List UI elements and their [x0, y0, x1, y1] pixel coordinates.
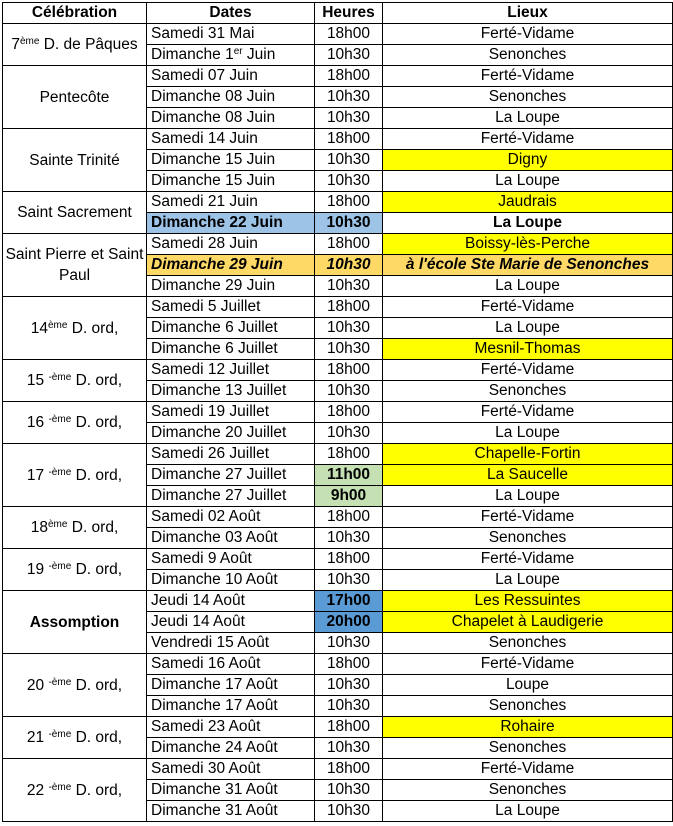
place-cell: La Loupe	[383, 108, 673, 129]
header-dates: Dates	[147, 3, 315, 24]
time-cell: 10h30	[315, 780, 383, 801]
time-cell: 18h00	[315, 24, 383, 45]
time-cell: 18h00	[315, 759, 383, 780]
table-row	[3, 402, 673, 423]
time-cell: 10h30	[315, 696, 383, 717]
date-cell: Dimanche 27 Juillet	[147, 486, 315, 507]
time-cell: 10h30	[315, 150, 383, 171]
table-row	[3, 654, 673, 675]
table-row	[3, 66, 673, 87]
place-cell: Senonches	[383, 381, 673, 402]
place-cell-highlighted: Les Ressuintes	[383, 591, 673, 612]
date-cell-highlighted: Dimanche 29 Juin	[147, 255, 315, 276]
celebration-cell: 19 $^{-ème}$ D. ord,	[3, 549, 147, 591]
table-row	[3, 759, 673, 780]
place-cell-highlighted: Digny	[383, 150, 673, 171]
date-cell: Dimanche 13 Juillet	[147, 381, 315, 402]
place-cell-highlighted: Chapelle-Fortin	[383, 444, 673, 465]
place-cell: Ferté-Vidame	[383, 654, 673, 675]
place-cell: Ferté-Vidame	[383, 297, 673, 318]
place-cell: La Loupe	[383, 570, 673, 591]
date-cell: Dimanche 10 Août	[147, 570, 315, 591]
date-cell: Samedi 5 Juillet	[147, 297, 315, 318]
place-cell: La Loupe	[383, 213, 673, 234]
table-row	[3, 24, 673, 45]
celebration-cell: Saint Pierre et Saint Paul	[3, 234, 147, 297]
place-cell: Senonches	[383, 528, 673, 549]
date-cell: Dimanche 20 Juillet	[147, 423, 315, 444]
celebration-cell: 17 $^{-ème}$ D. ord,	[3, 444, 147, 507]
date-cell: Dimanche 24 Août	[147, 738, 315, 759]
place-cell-highlighted: Rohaire	[383, 717, 673, 738]
table-row	[3, 717, 673, 738]
celebration-cell: 22 $^{-ème}$ D. ord,	[3, 759, 147, 822]
time-cell: 10h30	[315, 675, 383, 696]
place-cell: Senonches	[383, 696, 673, 717]
place-cell: Ferté-Vidame	[383, 507, 673, 528]
table-row	[3, 360, 673, 381]
time-cell-highlighted: 20h00	[315, 612, 383, 633]
time-cell-highlighted: 11h00	[315, 465, 383, 486]
date-cell: Jeudi 14 Août	[147, 591, 315, 612]
time-cell: 10h30	[315, 276, 383, 297]
place-cell: Ferté-Vidame	[383, 549, 673, 570]
date-cell: Dimanche 1er Juin	[147, 45, 315, 66]
time-cell: 10h30	[315, 87, 383, 108]
time-cell-highlighted: 10h30	[315, 213, 383, 234]
date-cell: Samedi 19 Juillet	[147, 402, 315, 423]
place-cell: Senonches	[383, 87, 673, 108]
celebration-cell: Sainte Trinité	[3, 129, 147, 192]
place-cell: Ferté-Vidame	[383, 759, 673, 780]
table-row	[3, 297, 673, 318]
place-cell-highlighted: Boissy-lès-Perche	[383, 234, 673, 255]
date-cell: Dimanche 31 Août	[147, 801, 315, 822]
table-row	[3, 591, 673, 612]
date-cell: Samedi 16 Août	[147, 654, 315, 675]
table-row	[3, 549, 673, 570]
celebration-cell: Saint Sacrement	[3, 192, 147, 234]
place-cell: Ferté-Vidame	[383, 24, 673, 45]
time-cell: 18h00	[315, 234, 383, 255]
date-cell: Samedi 23 Août	[147, 717, 315, 738]
place-cell-highlighted: Chapelet à Laudigerie	[383, 612, 673, 633]
celebration-cell: 15 $^{-ème}$ D. ord,	[3, 360, 147, 402]
place-cell: Ferté-Vidame	[383, 360, 673, 381]
date-cell: Samedi 21 Juin	[147, 192, 315, 213]
time-cell: 10h30	[315, 318, 383, 339]
time-cell: 10h30	[315, 738, 383, 759]
header-heures: Heures	[315, 3, 383, 24]
place-cell: Senonches	[383, 738, 673, 759]
date-cell: Dimanche 15 Juin	[147, 171, 315, 192]
date-cell: Dimanche 15 Juin	[147, 150, 315, 171]
table-row	[3, 444, 673, 465]
time-cell: 10h30	[315, 801, 383, 822]
date-cell: Samedi 14 Juin	[147, 129, 315, 150]
place-cell: Senonches	[383, 780, 673, 801]
celebration-cell: Assomption	[3, 591, 147, 654]
date-cell: Dimanche 08 Juin	[147, 87, 315, 108]
time-cell: 10h30	[315, 423, 383, 444]
time-cell: 18h00	[315, 66, 383, 87]
place-cell: La Loupe	[383, 423, 673, 444]
place-cell: Senonches	[383, 633, 673, 654]
time-cell: 10h30	[315, 633, 383, 654]
date-cell: Vendredi 15 Août	[147, 633, 315, 654]
date-cell: Dimanche 6 Juillet	[147, 318, 315, 339]
time-cell: 10h30	[315, 570, 383, 591]
time-cell: 18h00	[315, 549, 383, 570]
date-cell: Samedi 28 Juin	[147, 234, 315, 255]
date-cell: Jeudi 14 Août	[147, 612, 315, 633]
time-cell: 18h00	[315, 129, 383, 150]
date-cell: Samedi 31 Mai	[147, 24, 315, 45]
celebration-cell: 7ème D. de Pâques	[3, 24, 147, 66]
celebration-cell: 21 $^{-ème}$ D. ord,	[3, 717, 147, 759]
date-cell: Samedi 07 Juin	[147, 66, 315, 87]
date-cell: Samedi 30 Août	[147, 759, 315, 780]
place-cell-highlighted: Jaudrais	[383, 192, 673, 213]
table-row	[3, 507, 673, 528]
place-cell-highlighted: La Saucelle	[383, 465, 673, 486]
table-row	[3, 192, 673, 213]
date-cell: Samedi 9 Août	[147, 549, 315, 570]
celebration-cell: 16 $^{-ème}$ D. ord,	[3, 402, 147, 444]
date-cell: Dimanche 08 Juin	[147, 108, 315, 129]
place-cell: La Loupe	[383, 486, 673, 507]
date-cell: Samedi 02 Août	[147, 507, 315, 528]
place-cell-highlighted: Mesnil-Thomas	[383, 339, 673, 360]
date-cell: Samedi 12 Juillet	[147, 360, 315, 381]
date-cell: Samedi 26 Juillet	[147, 444, 315, 465]
celebration-cell: 18ème D. ord,	[3, 507, 147, 549]
time-cell: 10h30	[315, 381, 383, 402]
time-cell: 18h00	[315, 444, 383, 465]
table-row	[3, 129, 673, 150]
time-cell: 10h30	[315, 528, 383, 549]
place-cell: Ferté-Vidame	[383, 402, 673, 423]
header-celebration: Célébration	[3, 3, 147, 24]
place-cell: Senonches	[383, 45, 673, 66]
time-cell: 10h30	[315, 171, 383, 192]
time-cell: 18h00	[315, 654, 383, 675]
time-cell: 10h30	[315, 45, 383, 66]
time-cell: 18h00	[315, 402, 383, 423]
place-cell: Ferté-Vidame	[383, 66, 673, 87]
place-cell-highlighted: à l'école Ste Marie de Senonches	[383, 255, 673, 276]
date-cell: Dimanche 03 Août	[147, 528, 315, 549]
time-cell: 18h00	[315, 297, 383, 318]
header-row	[3, 3, 673, 24]
place-cell: La Loupe	[383, 318, 673, 339]
date-cell: Dimanche 29 Juin	[147, 276, 315, 297]
time-cell: 18h00	[315, 192, 383, 213]
place-cell: La Loupe	[383, 171, 673, 192]
time-cell: 18h00	[315, 717, 383, 738]
time-cell: 18h00	[315, 360, 383, 381]
time-cell: 10h30	[315, 339, 383, 360]
celebration-cell: 14ème D. ord,	[3, 297, 147, 360]
date-cell: Dimanche 17 Août	[147, 696, 315, 717]
place-cell: Loupe	[383, 675, 673, 696]
time-cell-highlighted: 10h30	[315, 255, 383, 276]
time-cell: 10h30	[315, 108, 383, 129]
time-cell-highlighted: 9h00	[315, 486, 383, 507]
schedule-table	[2, 2, 673, 822]
place-cell: La Loupe	[383, 801, 673, 822]
celebration-cell: 20 $^{-ème}$ D. ord,	[3, 654, 147, 717]
place-cell: Ferté-Vidame	[383, 129, 673, 150]
time-cell: 18h00	[315, 507, 383, 528]
date-cell: Dimanche 31 Août	[147, 780, 315, 801]
celebration-cell: Pentecôte	[3, 66, 147, 129]
time-cell-highlighted: 17h00	[315, 591, 383, 612]
date-cell: Dimanche 6 Juillet	[147, 339, 315, 360]
header-lieux: Lieux	[383, 3, 673, 24]
place-cell: La Loupe	[383, 276, 673, 297]
date-cell: Dimanche 27 Juillet	[147, 465, 315, 486]
table-row	[3, 234, 673, 255]
date-cell: Dimanche 17 Août	[147, 675, 315, 696]
date-cell-highlighted: Dimanche 22 Juin	[147, 213, 315, 234]
